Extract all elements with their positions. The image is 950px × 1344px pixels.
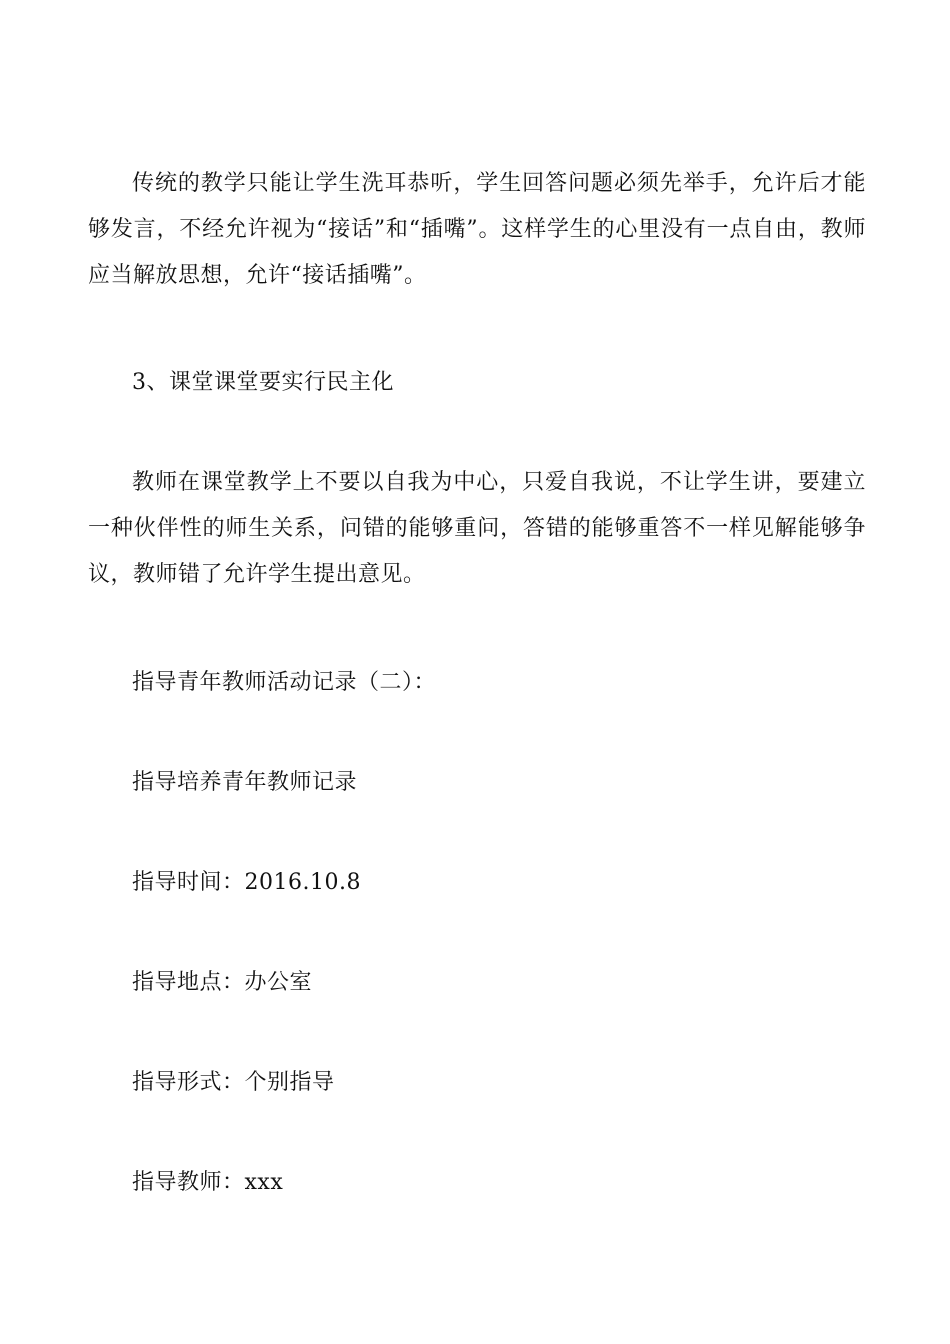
guidance-form: 指导形式：个别指导 [132,1070,335,1095]
heading-classroom-democracy: 3、课堂课堂要实行民主化 [132,370,394,395]
guidance-teacher: 指导教师：xxx [132,1170,284,1195]
paragraph-traditional-teaching: 传统的教学只能让学生洗耳恭听，学生回答问题必须先举手，允许后才能够发言，不经允许视为“接话”和“插嘴”。这样学生的心里没有一点自由，教师应当解放思想，允许“接话插嘴”。 [88,171,866,288]
section-title-activity-record: 指导青年教师活动记录（二）： [132,670,437,695]
guidance-time: 指导时间：2016.10.8 [132,870,361,895]
guidance-place: 指导地点：办公室 [132,970,313,995]
paragraph-teacher-partnership: 教师在课堂教学上不要以自我为中心，只爱自我说，不让学生讲，要建立一种伙伴性的师生关系，问错的能够重问，答错的能够重答不一样见解能够争议，教师错了允许学生提出意见。 [88,470,866,587]
record-title: 指导培养青年教师记录 [132,770,358,795]
